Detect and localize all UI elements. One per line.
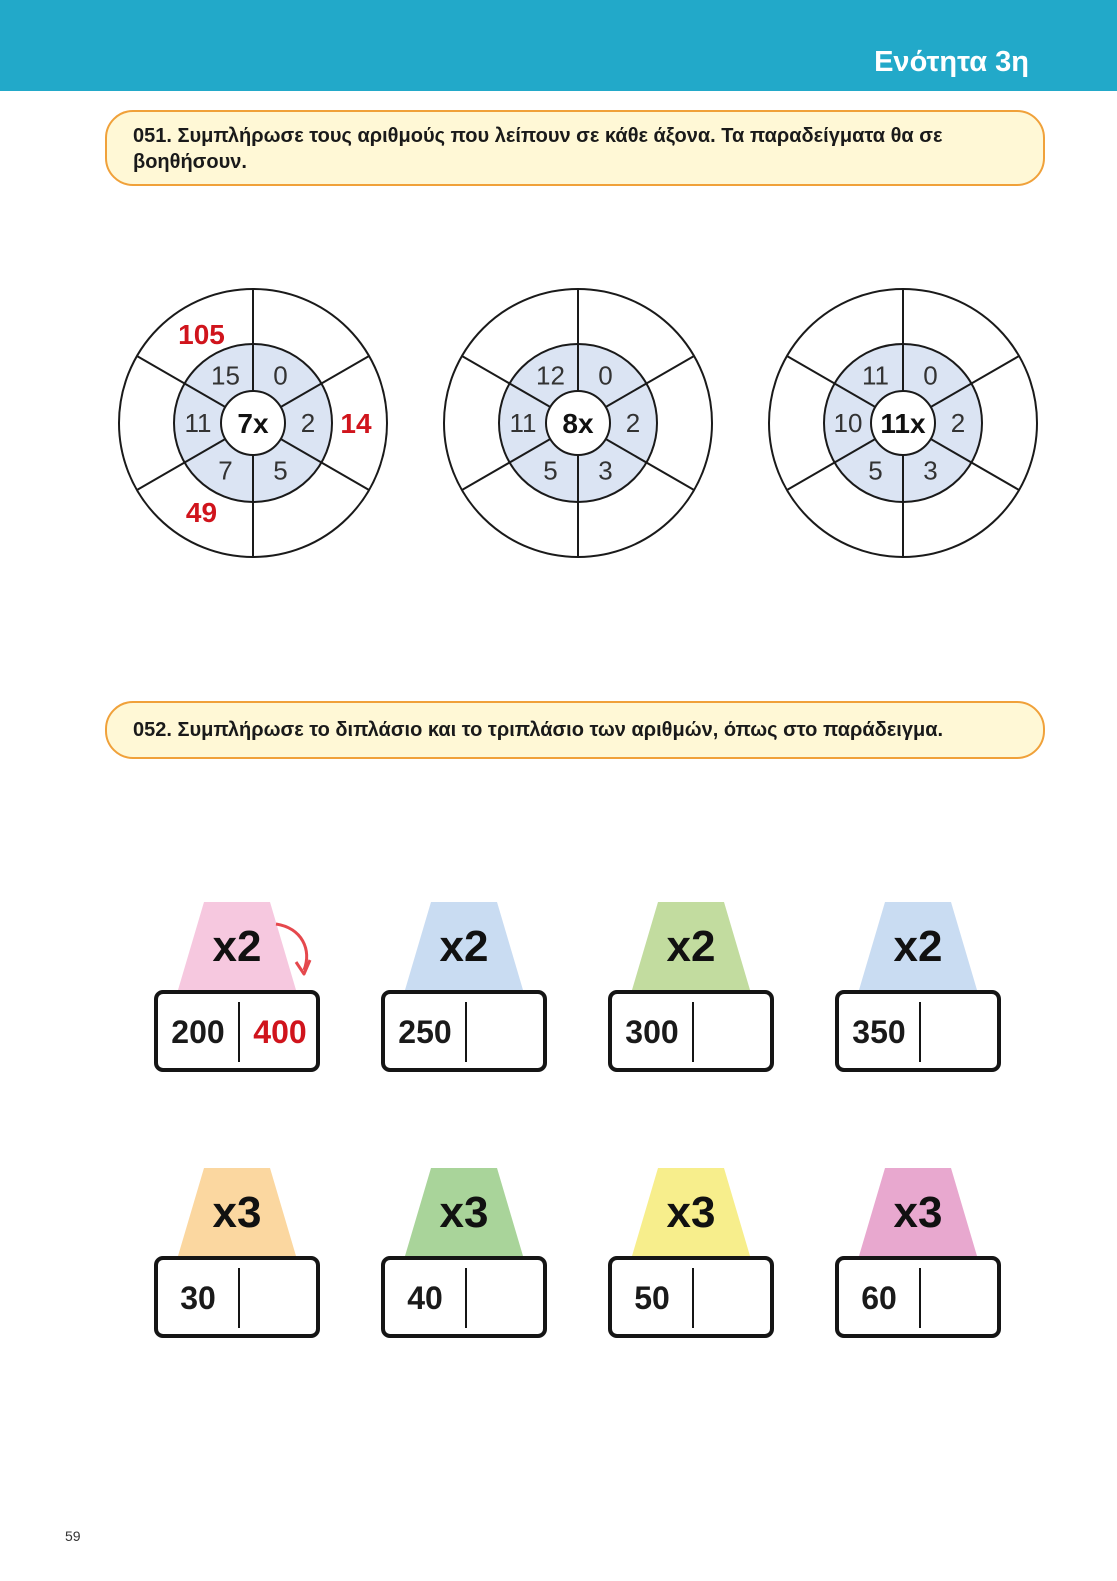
box-divider [919,1268,921,1328]
wheel-factor: 15 [211,360,240,391]
wheel-factor: 3 [598,455,613,486]
wheel-factor: 5 [273,455,288,486]
double-card-250 [381,902,551,1082]
answer-box[interactable] [835,1256,1001,1338]
exercise-051-instruction: 051. Συμπλήρωσε τους αριθμούς που λείπουν σε κάθε άξονα. Τα παραδείγματα θα σε βοηθήσουν. [105,110,1045,186]
given-number: 40 [407,1280,443,1316]
operator-label: x3 [439,1188,489,1237]
multiplication-wheel-7 [117,287,389,559]
section-title: Ενότητα 3η [874,46,1029,78]
box-divider [692,1002,694,1062]
wheel-factor: 2 [625,408,641,438]
wheel-multiplier: 8x [562,408,594,439]
multiplication-wheel-11 [767,287,1039,559]
triple-card-60 [835,1168,1005,1348]
wheel-factor: 11 [862,360,889,391]
wheel-factor: 0 [598,360,613,391]
box-divider [465,1002,467,1062]
wheel-factor: 2 [300,408,316,438]
given-number: 30 [180,1280,216,1316]
operator-label: x2 [212,922,262,971]
answer-box[interactable] [608,990,774,1072]
wheel-multiplier: 11x [880,408,926,439]
answer-box [154,990,320,1072]
operator-label: x3 [212,1188,262,1237]
page-number: 59 [65,1528,81,1544]
wheel-multiplier: 7x [237,408,269,439]
operator-label: x3 [666,1188,716,1237]
answer-box[interactable] [608,1256,774,1338]
arrow-icon [272,918,316,980]
wheel-factor: 0 [923,360,938,391]
given-number: 200 [171,1014,225,1050]
wheel-factor: 7 [218,455,233,486]
given-number: 50 [634,1280,670,1316]
triple-card-40 [381,1168,551,1348]
triple-card-30 [154,1168,324,1348]
given-number: 60 [861,1280,897,1316]
operator-label: x2 [893,922,943,971]
exercise-052-instruction: 052. Συμπλήρωσε το διπλάσιο και το τριπλάσιο των αριθμών, όπως στο παράδειγμα. [105,701,1045,759]
box-divider [692,1268,694,1328]
given-number: 300 [625,1014,679,1050]
wheel-factor: 10 [833,408,863,438]
box-divider [465,1268,467,1328]
given-number: 350 [852,1014,906,1050]
wheel-factor: 12 [536,360,565,391]
box-divider [238,1268,240,1328]
answer-box[interactable] [154,1256,320,1338]
operator-label: x2 [666,922,716,971]
wheel-factor: 0 [273,360,288,391]
operator-label: x3 [893,1188,943,1237]
wheel-factor: 3 [923,455,938,486]
wheel-product: 14 [340,408,372,439]
wheel-factor: 5 [868,455,883,486]
wheel-factor: 5 [543,455,558,486]
header-bar [0,0,1117,91]
answer-value: 400 [253,1014,307,1050]
double-card-300 [608,902,778,1082]
double-card-350 [835,902,1005,1082]
box-divider [919,1002,921,1062]
triple-card-50 [608,1168,778,1348]
double-card-200 [154,902,324,1082]
wheel-factor: 11 [509,408,537,438]
multiplication-wheel-8 [442,287,714,559]
operator-label: x2 [439,922,489,971]
wheel-factor: 11 [184,408,212,438]
given-number: 250 [398,1014,452,1050]
answer-box[interactable] [835,990,1001,1072]
answer-box[interactable] [381,1256,547,1338]
answer-box[interactable] [381,990,547,1072]
wheel-product: 105 [178,318,225,350]
wheel-factor: 2 [950,408,966,438]
wheel-product: 49 [185,497,218,529]
